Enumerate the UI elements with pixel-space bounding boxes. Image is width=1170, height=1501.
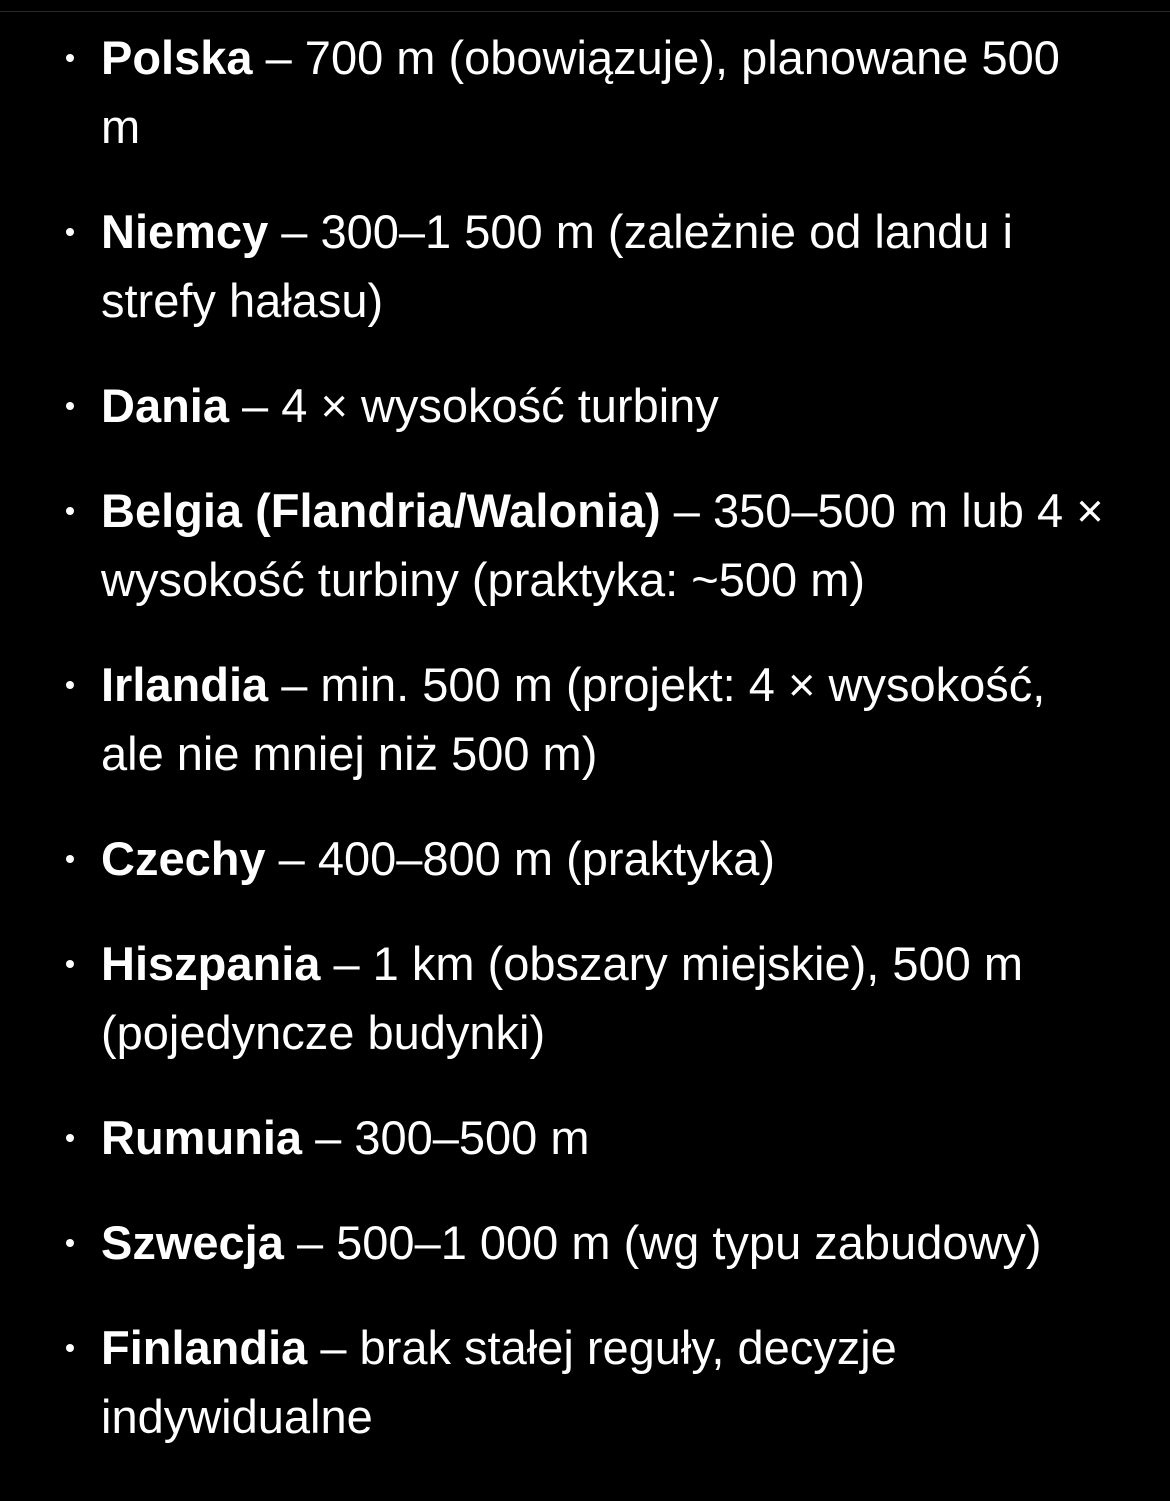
country-name: Irlandia [101,658,269,711]
list-item-finlandia [0,1313,1170,1451]
country-distance-list [0,23,1170,1487]
list-item-hiszpania [0,929,1170,1067]
list-item-rumunia [0,1103,1170,1172]
distance-text: – 300–1 500 m (zależnie od landu i strefy hałasu) [101,205,1013,327]
distance-text: – brak stałej reguły, decyzje indywidualne [101,1321,897,1443]
list-item-belgia [0,476,1170,614]
bullet-icon [66,855,74,863]
bullet-icon [66,1239,74,1247]
list-item-niemcy [0,197,1170,335]
bullet-icon [66,507,74,515]
top-divider [0,11,1170,12]
list-item-irlandia [0,650,1170,788]
bullet-icon [66,228,74,236]
country-name: Niemcy [101,205,269,258]
country-name: Belgia (Flandria/Walonia) [101,484,661,537]
list-item-czechy [0,824,1170,893]
distance-text: – 4 × wysokość turbiny [229,379,719,432]
distance-text: – 1 km (obszary miejskie), 500 m (pojedyncze budynki) [101,937,1023,1059]
distance-text: – 700 m (obowiązuje), planowane 500 m [101,31,1060,153]
distance-text: – 350–500 m lub 4 × wysokość turbiny (praktyka: ~500 m) [101,484,1104,606]
country-name: Hiszpania [101,937,321,990]
distance-text: – 500–1 000 m (wg typu zabudowy) [283,1216,1042,1269]
country-name: Rumunia [101,1111,303,1164]
country-name: Szwecja [101,1216,284,1269]
bullet-icon [66,960,74,968]
country-name: Dania [101,379,229,432]
bullet-icon [66,1344,74,1352]
bullet-icon [66,402,74,410]
distance-text: – 300–500 m [302,1111,590,1164]
list-item-szwecja [0,1208,1170,1277]
bullet-icon [66,681,74,689]
list-item-dania [0,371,1170,440]
country-name: Czechy [101,832,266,885]
country-name: Finlandia [101,1321,308,1374]
distance-text: – min. 500 m (projekt: 4 × wysokość, ale nie mniej niż 500 m) [101,658,1046,780]
list-item-polska [0,23,1170,161]
bullet-icon [66,1134,74,1142]
distance-text: – 400–800 m (praktyka) [265,832,776,885]
bullet-icon [66,54,74,62]
country-name: Polska [101,31,253,84]
